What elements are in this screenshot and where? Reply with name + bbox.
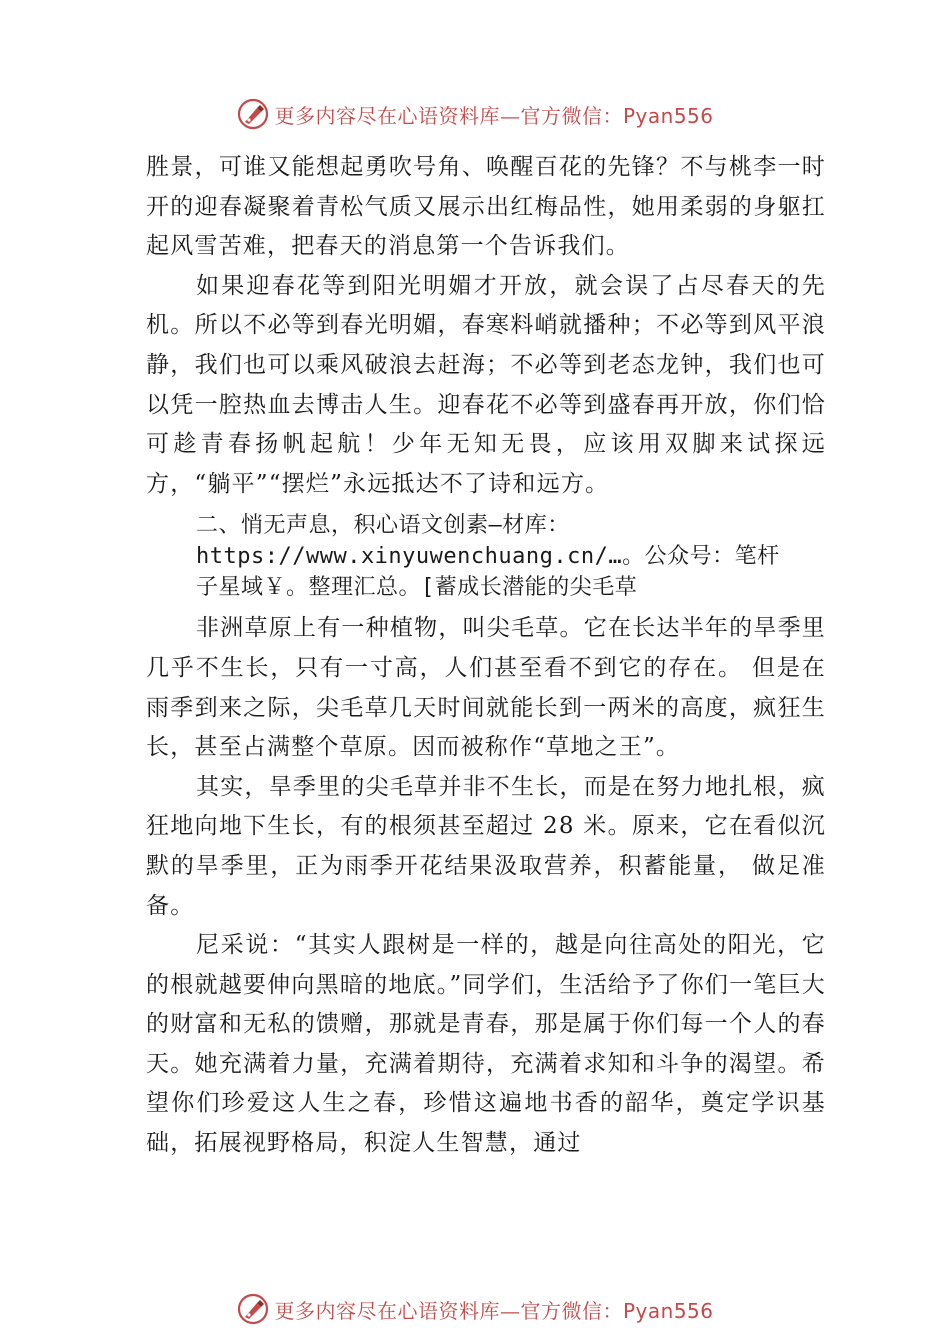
footer-wechat-id: Pyan556	[622, 1298, 714, 1323]
footer-banner	[0, 1289, 950, 1329]
pen-nib-logo-icon	[236, 1292, 270, 1326]
paragraph-1: 胜景，可谁又能想起勇吹号角、唤醒百花的先锋？不与桃李一时开的迎春凝聚着青松气质又展示出红梅品性，她用柔弱的身躯扛起风雪苦难，把春天的消息第一个告诉我们。	[146, 154, 826, 260]
pen-nib-logo-icon	[236, 97, 270, 131]
footer-banner-text	[274, 1295, 713, 1324]
header-banner-text	[274, 100, 713, 129]
header-banner-inner	[236, 97, 713, 131]
paragraph-3: 非洲草原上有一种植物，叫尖毛草。它在长达半年的旱季里几乎不生长，只有一寸高，人们甚至看不到它的存在。 但是在雨季到来之际，尖毛草几天时间就能长到一两米的高度，疯狂生长，甚至占满整个草原。因而被称作“草地之王”。	[146, 615, 826, 761]
paragraph-4: 其实，旱季里的尖毛草并非不生长，而是在努力地扎根，疯狂地向地下生长，有的根须甚至超过 28 米。原来，它在看似沉默的旱季里，正为雨季开花结果汲取营养，积蓄能量， 做足准备。	[146, 773, 826, 919]
header-banner	[0, 94, 950, 134]
section-heading: 二、悄无声息，积心语文创素—材库：https://www.xinyuwenchuang.cn/…。公众号：笔杆子星域￥。整理汇总。[蓄成长潜能的尖毛草	[196, 513, 780, 601]
header-wechat-id: Pyan556	[622, 103, 714, 128]
footer-banner-label: 更多内容尽在心语资料库—官方微信：	[274, 1298, 623, 1323]
paragraph-5: 尼采说：“其实人跟树是一样的，越是向往高处的阳光，它的根就越要伸向黑暗的地底。”同学们，生活给予了你们一笔巨大的财富和无私的馈赠，那就是青春，那是属于你们每一个人的春天。她充满着力量，充满着期待，充满着求知和斗争的渴望。希望你们珍爱这人生之春，珍惜这遍地书香的韶华，奠定学识基础，拓展视野格局，积淀人生智慧，通过	[146, 932, 826, 1157]
paragraph-2: 如果迎春花等到阳光明媚才开放，就会误了占尽春天的先机。所以不必等到春光明媚，春寒料峭就播种；不必等到风平浪静，我们也可以乘风破浪去赶海；不必等到老态龙钟，我们也可以凭一腔热血去博击人生。迎春花不必等到盛春再开放，你们恰可趁青春扬帆起航！少年无知无畏，应该用双脚来试探远方，“躺平”“摆烂”永远抵达不了诗和远方。	[146, 272, 826, 497]
footer-banner-inner	[236, 1292, 713, 1326]
document-body	[146, 148, 826, 1164]
header-banner-label: 更多内容尽在心语资料库—官方微信：	[274, 103, 623, 128]
